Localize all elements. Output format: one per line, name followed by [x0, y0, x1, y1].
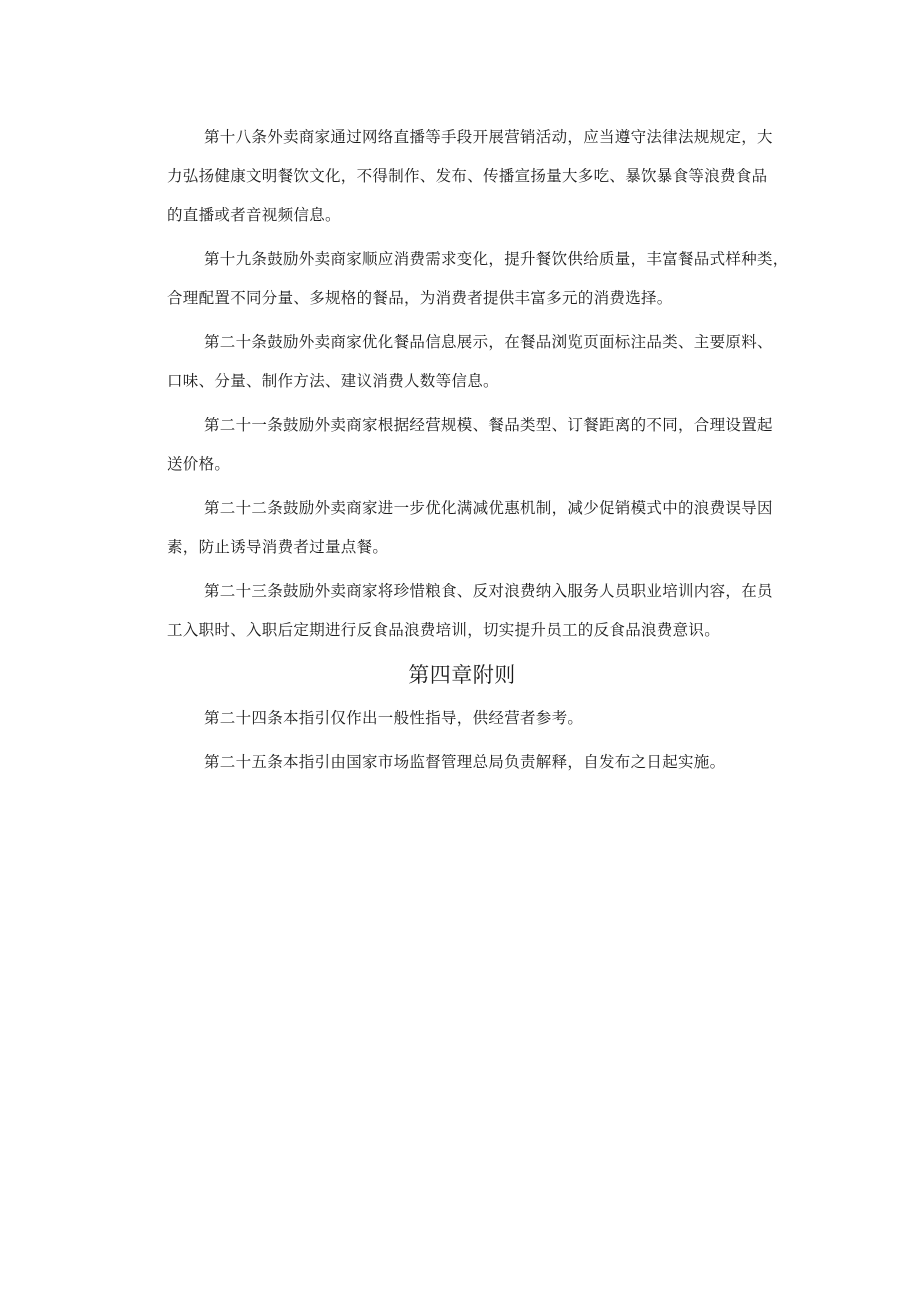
articles-after-chapter — [136, 699, 788, 782]
article-25 — [136, 743, 788, 782]
article-line: 第二十二条鼓励外卖商家进一步优化满减优惠机制，减少促销模式中的浪费误导因 — [204, 499, 773, 517]
article-24 — [136, 699, 788, 738]
articles-before-chapter — [136, 118, 788, 650]
article-line: 工入职时、入职后定期进行反食品浪费培训，切实提升员工的反食品浪费意识。 — [167, 621, 721, 639]
article-line: 合理配置不同分量、多规格的餐品，为消费者提供丰富多元的消费选择。 — [167, 289, 673, 307]
article-line: 第二十四条本指引仅作出一般性指导，供经营者参考。 — [204, 709, 584, 727]
chapter-title: 第四章附则 — [408, 663, 516, 687]
article-19 — [136, 240, 788, 318]
article-line: 口味、分量、制作方法、建议消费人数等信息。 — [167, 372, 499, 390]
article-line: 力弘扬健康文明餐饮文化，不得制作、发布、传播宣扬量大多吃、暴饮暴食等浪费食品 — [167, 167, 768, 185]
article-20 — [136, 323, 788, 401]
document-page — [136, 118, 788, 787]
article-line: 的直播或者音视频信息。 — [167, 206, 341, 224]
article-line: 第二十五条本指引由国家市场监督管理总局负责解释，自发布之日起实施。 — [204, 753, 726, 771]
article-line: 第二十三条鼓励外卖商家将珍惜粮食、反对浪费纳入服务人员职业培训内容，在员 — [204, 582, 773, 600]
article-23 — [136, 572, 788, 650]
article-21 — [136, 406, 788, 484]
article-line: 素，防止诱导消费者过量点餐。 — [167, 538, 389, 556]
article-18 — [136, 118, 788, 235]
article-line: 第二十条鼓励外卖商家优化餐品信息展示，在餐品浏览页面标注品类、主要原料、 — [204, 333, 773, 351]
article-line: 第二十一条鼓励外卖商家根据经营规模、餐品类型、订餐距离的不同，合理设置起 — [204, 416, 773, 434]
article-line: 送价格。 — [167, 455, 231, 473]
article-22 — [136, 489, 788, 567]
article-line: 第十九条鼓励外卖商家顺应消费需求变化，提升餐饮供给质量，丰富餐品式样种类， — [204, 250, 789, 268]
article-line: 第十八条外卖商家通过网络直播等手段开展营销活动，应当遵守法律法规规定，大 — [204, 128, 773, 146]
